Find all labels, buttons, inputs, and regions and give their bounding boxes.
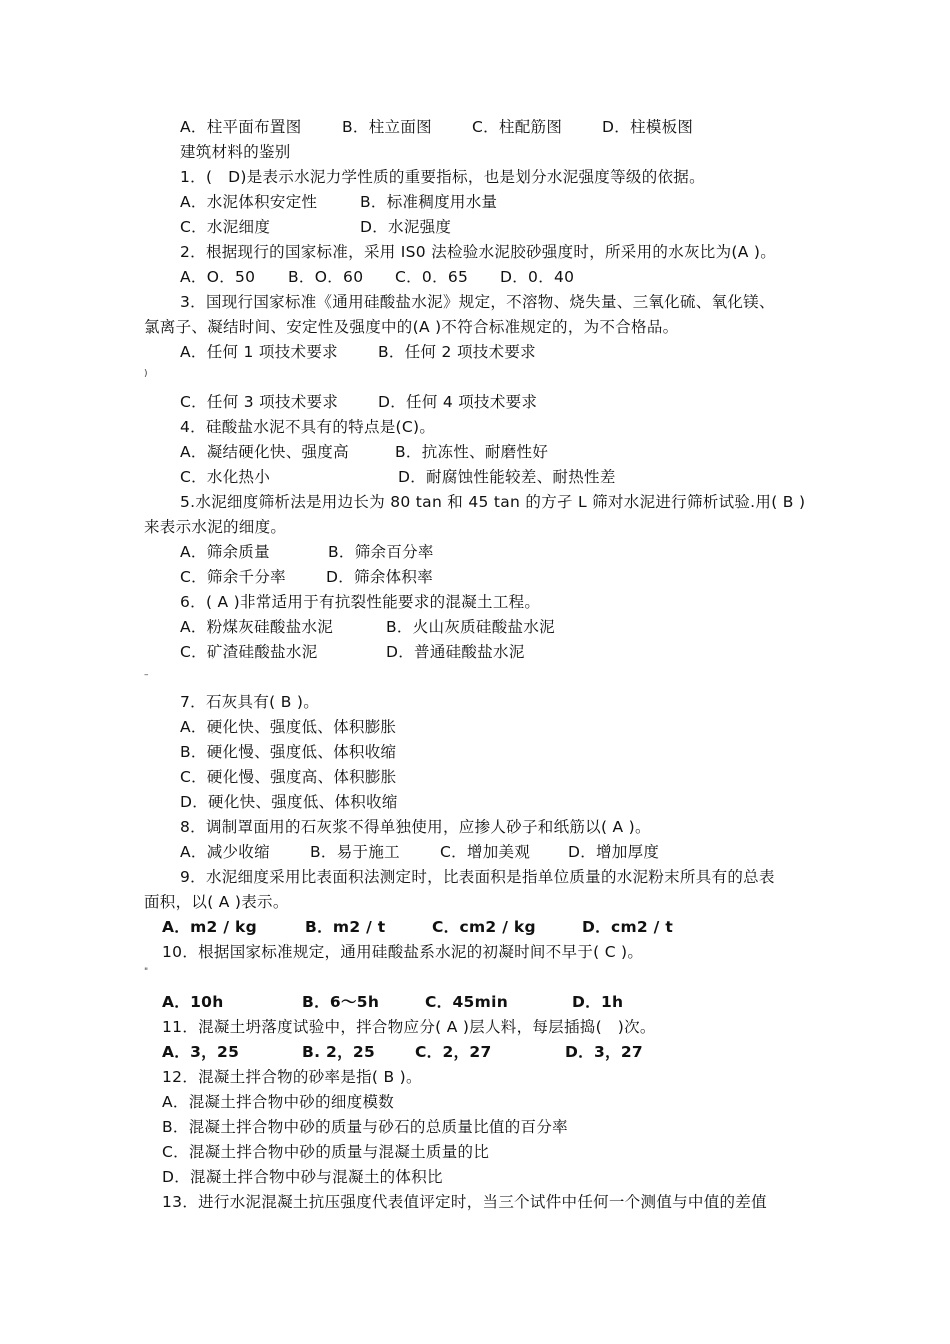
answer-option-b: B．硬化慢、强度低、体积收缩	[180, 743, 397, 761]
answer-option-b: B．任何 2 项技术要求	[378, 343, 536, 361]
answer-option-a: A．筛余质量	[180, 543, 270, 561]
answer-option-a: A．m2 / kg	[162, 918, 257, 936]
answer-option-d: D．柱模板图	[602, 118, 694, 136]
question-9: 9．水泥细度采用比表面积法测定时，比表面积是指单位质量的水泥粉末所具有的总表	[180, 868, 775, 886]
question-4: 4．硅酸盐水泥不具有的特点是(C)。	[180, 418, 436, 436]
section-heading: 建筑材料的鉴别	[180, 143, 291, 161]
question-3: 3．国现行国家标准《通用硅酸盐水泥》规定，不溶物、烧失量、三氧化硫、氧化镁、	[180, 293, 775, 311]
answer-option-b: B．筛余百分率	[328, 543, 434, 561]
answer-option-d: D．任何 4 项技术要求	[378, 393, 538, 411]
answer-option-a: A．柱平面布置图	[180, 118, 302, 136]
answer-option-c: C．水化热小	[180, 468, 271, 486]
question-7: 7．石灰具有( B )。	[180, 693, 320, 711]
answer-option-b: B．O．60	[288, 268, 364, 286]
answer-option-b: B．柱立面图	[342, 118, 432, 136]
answer-option-a: A．10h	[162, 993, 224, 1011]
answer-option-b: B. 2，25	[302, 1043, 376, 1061]
answer-option-d: D．增加厚度	[568, 843, 660, 861]
question-5-continued: 来表示水泥的细度。	[144, 518, 287, 536]
answer-option-c: C．水泥细度	[180, 218, 271, 236]
question-11: 11．混凝土坍落度试验中，拌合物应分( A )层人料，每层插捣( )次。	[162, 1018, 656, 1036]
question-5: 5.水泥细度筛析法是用边长为 80 tan 和 45 tan 的方孑 L 筛对水泥进行筛析试验.用( B )	[180, 493, 806, 511]
answer-option-a: A．硬化快、强度低、体积膨胀	[180, 718, 397, 736]
answer-option-b: B．抗冻性、耐磨性好	[395, 443, 549, 461]
answer-option-c: C．筛余千分率	[180, 568, 286, 586]
answer-option-d: D．普通硅酸盐水泥	[386, 643, 525, 661]
answer-option-c: C．任何 3 项技术要求	[180, 393, 339, 411]
answer-option-a: A．混凝土拌合物中砂的细度模数	[162, 1093, 395, 1111]
answer-option-d: D．筛余体积率	[326, 568, 434, 586]
question-12: 12．混凝土拌合物的砂率是指( B )。	[162, 1068, 422, 1086]
answer-option-c: C．45min	[425, 993, 509, 1011]
answer-option-a: A．减少收缩	[180, 843, 270, 861]
answer-option-c: C．硬化慢、强度高、体积膨胀	[180, 768, 397, 786]
answer-option-d: D．0．40	[500, 268, 575, 286]
stray-mark: )	[144, 369, 148, 379]
answer-option-a: A．3，25	[162, 1043, 240, 1061]
answer-option-b: B．易于施工	[310, 843, 400, 861]
answer-option-d: D．耐腐蚀性能较差、耐热性差	[398, 468, 616, 486]
answer-option-b: B．m2 / t	[305, 918, 386, 936]
answer-option-b: B．火山灰质硅酸盐水泥	[386, 618, 555, 636]
question-3-continued: 氯离子、凝结时间、安定性及强度中的(A )不符合标准规定的，为不合格品。	[144, 318, 679, 336]
answer-option-d: D．混凝土拌合物中砂与混凝土的体积比	[162, 1168, 443, 1186]
answer-option-c: C．矿渣硅酸盐水泥	[180, 643, 318, 661]
answer-option-c: C．柱配筋图	[472, 118, 563, 136]
answer-option-d: D．水泥强度	[360, 218, 452, 236]
question-8: 8．调制罩面用的石灰浆不得单独使用，应掺人砂子和纸筋以( A )。	[180, 818, 651, 836]
answer-option-a: A．O．50	[180, 268, 256, 286]
stray-mark: –	[144, 670, 149, 680]
answer-option-a: A．粉煤灰硅酸盐水泥	[180, 618, 334, 636]
answer-option-c: C．2，27	[415, 1043, 492, 1061]
answer-option-c: C．0．65	[395, 268, 469, 286]
answer-option-a: A．任何 1 项技术要求	[180, 343, 338, 361]
answer-option-b: B．6～5h	[302, 993, 380, 1011]
question-6: 6．( A )非常适用于有抗裂性能要求的混凝土工程。	[180, 593, 541, 611]
question-9-continued: 面积，以( A )表示。	[144, 893, 289, 911]
answer-option-a: A．水泥体积安定性	[180, 193, 318, 211]
answer-option-d: D．3，27	[565, 1043, 644, 1061]
question-13: 13．进行水泥混凝土抗压强度代表值评定时，当三个试件中任何一个测值与中值的差值	[162, 1193, 767, 1211]
answer-option-b: B．混凝土拌合物中砂的质量与砂石的总质量比值的百分率	[162, 1118, 568, 1136]
answer-option-a: A．凝结硬化快、强度高	[180, 443, 349, 461]
answer-option-c: C．混凝土拌合物中砂的质量与混凝土质量的比	[162, 1143, 490, 1161]
answer-option-d: D．cm2 / t	[582, 918, 674, 936]
answer-option-b: B．标准稠度用水量	[360, 193, 498, 211]
answer-option-c: C．cm2 / kg	[432, 918, 536, 936]
answer-option-c: C．增加美观	[440, 843, 531, 861]
question-10: 10．根据国家标准规定，通用硅酸盐系水泥的初凝时间不早于( C )。	[162, 943, 644, 961]
question-2: 2．根据现行的国家标准，采用 IS0 法检验水泥胶砂强度时，所采用的水灰比为(A )。	[180, 243, 777, 261]
stray-mark: "	[144, 967, 149, 977]
answer-option-d: D．硬化快、强度低、体积收缩	[180, 793, 398, 811]
answer-option-d: D．1h	[572, 993, 624, 1011]
question-1: 1．( D)是表示水泥力学性质的重要指标，也是划分水泥强度等级的依据。	[180, 168, 705, 186]
